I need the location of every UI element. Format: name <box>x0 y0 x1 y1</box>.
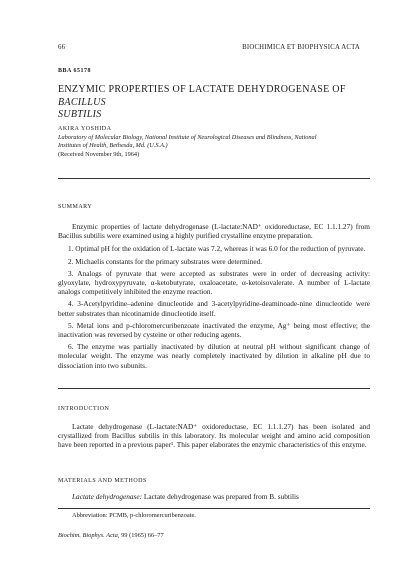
citation-rest: 99 (1965) 66–77 <box>121 532 164 539</box>
citation-journal: Biochim. Biophys. Acta, <box>58 532 120 539</box>
methods-text <box>58 492 370 501</box>
divider-footnote <box>58 508 370 509</box>
summary-heading: SUMMARY <box>58 204 93 210</box>
divider-top <box>58 178 370 179</box>
methods-body: Lactate dehydrogenase was prepared from B. subtilis <box>142 492 299 501</box>
summary-point-2: 2. Michaelis constants for the primary substrates were determined. <box>68 256 263 266</box>
methods-lead: Lactate dehydrogenase: <box>72 492 143 501</box>
divider-middle <box>58 388 370 389</box>
footnote-abbreviation: Abbreviation: PCMB, p-chloromercuribenzoate. <box>72 512 196 519</box>
methods-heading: MATERIALS AND METHODS <box>58 478 147 484</box>
journal-name: BIOCHIMICA ET BIOPHYSICA ACTA <box>242 44 360 51</box>
page-citation <box>58 532 164 539</box>
title-main: ENZYMIC PROPERTIES OF LACTATE DEHYDROGENASE OF <box>58 84 346 95</box>
summary-body <box>58 222 370 370</box>
affiliation-line-1: Laboratory of Molecular Biology, National Institute of Neurological Diseases and Blindness, National <box>58 134 317 141</box>
introduction-heading: INTRODUCTION <box>58 406 110 412</box>
summary-point-4: 4. 3-Acetylpyridine–adenine dinucleotide and 3-acetylpyridine-deaminoade-nine dinucleotide were better substrates than nicotinamide dinucleotide itself. <box>58 299 370 318</box>
summary-point-5: 5. Metal ions and p-chloromercuribenzoate inactivated the enzyme, Ag⁺ being most effective; the inactivation was reversed by cysteine or other reducing agents. <box>58 320 370 340</box>
author-affiliation <box>58 134 370 159</box>
title-genus: BACILLUS <box>58 96 106 108</box>
author-name: AKIRA YOSHIDA <box>58 126 112 132</box>
summary-point-6: 6. The enzyme was partially inactivated by dilution at neutral pH without significant change of molecular weight. The enzyme was nearly completely inactivated by dilution in alkaline pH due to dissociation into two subunits. <box>58 342 370 370</box>
introduction-text: Lactate dehydrogenase (L-lactate:NAD⁺ oxidoreductase, EC 1.1.1.27) has been isolated and crystallized from Bacillus subtilis in this laboratory. Its molecular weight and amino acid composition have been reported in a previous paper¹. This paper elaborates the enzymic characteristics of this enzyme. <box>58 422 370 450</box>
title-species: SUBTILIS <box>58 109 102 120</box>
received-date: (Received November 9th, 1964) <box>58 150 140 158</box>
summary-point-1: 1. Optimal pH for the oxidation of L-lactate was 7.2, whereas it was 6.0 for the reduction of pyruvate. <box>68 244 366 254</box>
page-number: 66 <box>58 44 66 51</box>
article-id: BBA 65178 <box>58 68 92 74</box>
affiliation-line-2: Institutes of Health, Bethesda, Md. (U.S.A.) <box>58 142 168 150</box>
article-title <box>58 84 368 122</box>
summary-intro: Enzymic properties of lactate dehydrogenase (L-lactate:NAD⁺ oxidoreductase, EC 1.1.1.27) from Bacillus subtilis were examined using a highly purified crystalline enzyme preparation. <box>58 222 370 241</box>
summary-point-3: 3. Analogs of pyruvate that were accepted as substrates were in order of decreasing activity: glyoxylate, hydroxypyruvate, α-ketobutyrate, oxaloacetate, α-ketoisovalerate. A number of L-lactate analogs competitively inhibited the enzyme reaction. <box>58 268 370 297</box>
